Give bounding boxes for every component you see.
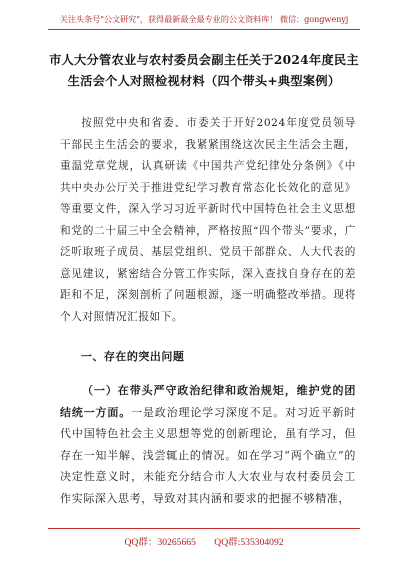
intro-paragraph: 按照党中央和省委、市委关于开好2024年度党员领导干部民主生活会的要求，我紧紧围绕这次民主生活会主题，重温党章党规，认真研读《中国共产党纪律处分条例》《中共中央办公厅关于推进党纪学习教育常态化长效化的意见》等重要文件，深入学习习近平新时代中国特色社会主义思想和党的二十届三中全会精神，严格按照“四个带头”要求，广泛听取班子成员、基层党组织、党员干部群众、人大代表的意见建议，紧密结合分管工作实际，深入查找自身存在的差距和不足，深刻剖析了问题根源，逐一明确整改举措。现将个人对照情况汇报如下。 <box>60 117 356 323</box>
footer-qq-group-2: QQ群:535304092 <box>214 537 284 548</box>
section-heading: 一、存在的突出问题 <box>80 350 185 363</box>
footer-qq-group-1: QQ群：30265665 <box>124 537 196 548</box>
document-title: 市人大分管农业与农村委员会副主任关于2024年度民主生活会个人对照检视材料（四个带头+典型案例） <box>49 53 359 88</box>
subsection-block <box>60 380 356 509</box>
subsection-lead: 一是政治理论学习深度不足。对习近平新时代中国特色社会主义思想等党的创新理论，虽有学习，但存在一知半解、浅尝辄止的情况。如在学习“两个确立”的决定性意义时，未能充分结合市人大农业与农村委员会工作实际深入思考，导致对其内涵和要求的把握不够精准， <box>60 405 356 505</box>
subsection-heading-text: （一）在带头严守政治纪律和政治规矩，维护党的团结统一方面。 <box>60 384 356 419</box>
footer <box>48 528 360 548</box>
header-banner: 关注头条号"公文研究"，获得最新最全最专业的公文资料库！ 微信：gongwenyj <box>48 14 360 30</box>
subsection-heading <box>60 380 356 509</box>
